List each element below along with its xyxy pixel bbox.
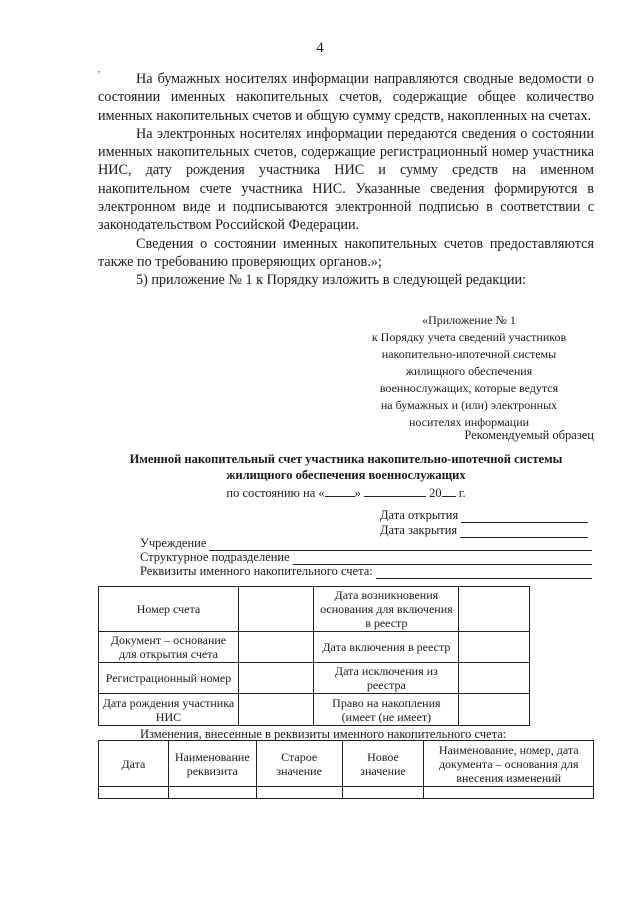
birth-date-cell[interactable] <box>238 694 313 726</box>
changes-table <box>98 740 594 799</box>
month-blank[interactable] <box>364 484 426 497</box>
account-number-label: Номер счета <box>99 587 239 632</box>
savings-right-cell[interactable] <box>459 694 530 726</box>
column-header-attribute: Наименование реквизита <box>168 741 256 787</box>
basis-date-cell[interactable] <box>459 587 530 632</box>
institution-label: Учреждение <box>140 536 207 550</box>
appendix-line: на бумажных и (или) электронных <box>380 398 558 412</box>
table-row <box>99 787 594 799</box>
body-text <box>98 70 594 290</box>
change-attribute-cell[interactable] <box>168 787 256 799</box>
paragraph-paper-media: На бумажных носителях информации направляются сводные ведомости о состоянии именных накопительных счетов, содержащие общее количество именных накопительных счетов и общую сумму средств, накопленных на счетах. <box>98 71 594 124</box>
basis-date-label: Дата возникновения основания для включения в реестр <box>314 587 459 632</box>
column-header-old-value: Старое значение <box>256 741 342 787</box>
paragraph-inspection: Сведения о состоянии именных накопительных счетов предоставляются также по требованию проверяющих органов.»; <box>98 235 594 270</box>
appendix-heading: «Приложение № 1 <box>422 313 516 327</box>
change-date-cell[interactable] <box>99 787 169 799</box>
year-blank[interactable] <box>442 484 456 497</box>
change-basis-cell[interactable] <box>424 787 594 799</box>
appendix-line: накопительно-ипотечной системы <box>381 347 557 361</box>
account-details-blank[interactable] <box>376 567 592 579</box>
opening-document-label: Документ – основание для открытия счета <box>99 632 239 663</box>
exclusion-date-cell[interactable] <box>459 663 530 694</box>
change-old-value-cell[interactable] <box>256 787 342 799</box>
account-details-label: Реквизиты именного накопительного счета: <box>140 564 373 578</box>
appendix-line: жилищного обеспечения <box>405 364 533 378</box>
institution-row <box>140 536 592 551</box>
appendix-line: к Порядку учета сведений участников <box>371 330 567 344</box>
table-row <box>99 694 530 726</box>
as-of-mid: » <box>354 486 361 500</box>
as-of-year: 20 <box>429 486 442 500</box>
reg-number-label: Регистрационный номер <box>99 663 239 694</box>
appendix-line: носителях информации <box>408 415 530 429</box>
as-of-date <box>98 484 594 501</box>
form-title-line: жилищного обеспечения военнослужащих <box>226 468 466 482</box>
form-title <box>98 451 594 483</box>
as-of-prefix: по состоянию на « <box>226 486 325 500</box>
column-header-basis-document: Наименование, номер, дата документа – основания для внесения изменений <box>424 741 594 787</box>
form-title-line: Именной накопительный счет участника накопительно-ипотечной системы <box>129 452 563 466</box>
changes-caption: Изменения, внесенные в реквизиты именного накопительного счета: <box>140 727 507 741</box>
scan-mark: , <box>98 64 101 74</box>
table-row <box>99 632 530 663</box>
reg-number-cell[interactable] <box>238 663 313 694</box>
table-row <box>99 663 530 694</box>
as-of-suffix: г. <box>458 486 466 500</box>
paragraph-amendment: 5) приложение № 1 к Порядку изложить в следующей редакции: <box>136 272 527 289</box>
appendix-line: военнослужащих, которые ведутся <box>379 381 559 395</box>
open-date-blank[interactable] <box>461 511 588 523</box>
opening-document-cell[interactable] <box>238 632 313 663</box>
column-header-date: Дата <box>99 741 169 787</box>
savings-right-label: Право на накопления (имеет (не имеет) <box>314 694 459 726</box>
division-row <box>140 550 592 565</box>
appendix-header <box>354 312 584 431</box>
column-header-new-value: Новое значение <box>342 741 424 787</box>
division-label: Структурное подразделение <box>140 550 290 564</box>
close-date-label: Дата закрытия <box>380 523 458 537</box>
exclusion-date-label: Дата исключения из реестра <box>314 663 459 694</box>
account-details-table <box>98 586 530 726</box>
open-date-label: Дата открытия <box>380 508 459 522</box>
day-blank[interactable] <box>325 484 355 497</box>
table-header-row <box>99 741 594 787</box>
table-row <box>99 587 530 632</box>
paragraph-electronic-media: На электронных носителях информации передаются сведения о состоянии именных накопительных счетов, содержащие регистрационный номер участника НИС, дату рождения участника НИС и сумму средств на именном накопительном счете участника НИС. Указанные сведения формируются в электронном виде и подписываются электронной подписью в соответствии с законодательством Российской Федерации. <box>98 125 594 234</box>
sample-label: Рекомендуемый образец <box>464 428 594 442</box>
account-details-row <box>140 564 592 579</box>
change-new-value-cell[interactable] <box>342 787 424 799</box>
page-number: 4 <box>316 40 324 56</box>
inclusion-date-cell[interactable] <box>459 632 530 663</box>
open-date-row <box>380 508 588 523</box>
inclusion-date-label: Дата включения в реестр <box>314 632 459 663</box>
account-number-cell[interactable] <box>238 587 313 632</box>
birth-date-label: Дата рождения участника НИС <box>99 694 239 726</box>
